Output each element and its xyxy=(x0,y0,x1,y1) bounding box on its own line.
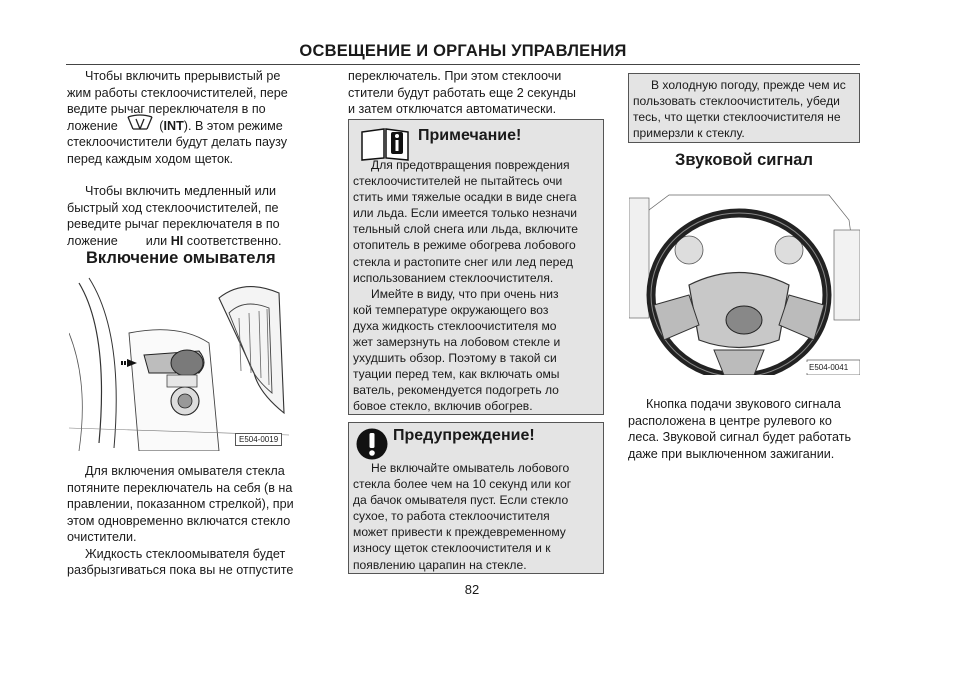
text-fragment: ). В этом режиме xyxy=(183,118,283,133)
text-line: расположена в центре рулевого ко xyxy=(628,413,832,428)
note-line: Для предотвращения повреждения xyxy=(371,158,570,172)
text-line: Чтобы включить прерывистый ре xyxy=(85,69,281,83)
text-line: Кнопка подачи звукового сигнала xyxy=(646,397,841,411)
text-line: потяните переключатель на себя (в на xyxy=(67,480,293,495)
note-line: жет замерзнуть на лобовом стекле и xyxy=(353,335,561,350)
note-line: ухудшить обзор. Поэтому в такой си xyxy=(353,351,557,366)
text-line: переключатель. При этом стеклоочи xyxy=(348,69,562,83)
washer-stalk-figure xyxy=(69,273,289,451)
section-title: ОСВЕЩЕНИЕ И ОРГАНЫ УПРАВЛЕНИЯ xyxy=(299,42,627,60)
text-line: даже при выключенном зажигании. xyxy=(628,446,835,461)
warning-title: Предупреждение! xyxy=(393,427,535,444)
text-line: разбрызгиваться пока вы не отпустите xyxy=(67,563,294,577)
column-middle xyxy=(348,68,603,118)
hi-label: HI xyxy=(170,233,184,248)
note-box xyxy=(348,119,604,415)
note-body xyxy=(353,157,599,415)
text-line: Для включения омывателя стекла xyxy=(85,464,285,478)
note-line: Имейте в виду, что при очень низ xyxy=(371,286,559,301)
washer-heading: Включение омывателя xyxy=(86,249,276,267)
stalk-illustration xyxy=(69,273,289,451)
note-line: использованием стеклоочистителя. xyxy=(353,270,554,285)
text-line: жим работы стеклоочистителей, пере xyxy=(67,85,288,100)
int-label: INT xyxy=(163,118,184,133)
note-line: духа жидкость стеклоочистителя мо xyxy=(353,318,557,333)
warning-line: износу щеток стеклоочистителя и к xyxy=(353,541,551,556)
tip-line: пользовать стеклоочиститель, убеди xyxy=(633,94,840,109)
text-line: Чтобы включить медленный или xyxy=(85,184,277,198)
text-line: стители будут работать еще 2 секунды xyxy=(348,85,576,100)
text-fragment: ложение xyxy=(67,118,118,133)
note-line: туации перед тем, как включать омы xyxy=(353,367,560,382)
note-line: или льда. Если имеется только незначи xyxy=(353,206,578,221)
warning-body xyxy=(353,460,599,573)
note-title: Примечание! xyxy=(418,127,522,144)
figure-code: E504-0019 xyxy=(235,433,282,446)
note-line: отопитель в режиме обогрева лобового xyxy=(353,238,576,253)
text-line: и затем отключатся автоматически. xyxy=(348,102,557,116)
note-line: стекла и растопите снег или лед перед xyxy=(353,254,573,269)
warning-line: Не включайте омыватель лобового xyxy=(371,461,570,475)
text-line: очистители. xyxy=(67,530,137,544)
note-line: стить ими тяжелые осадки в виде снега xyxy=(353,190,577,205)
warning-box xyxy=(348,422,604,574)
text-line: быстрый ход стеклоочистителей, пе xyxy=(67,200,279,215)
washer-text xyxy=(67,463,325,579)
note-line: ватель, рекомендуется подогреть ло xyxy=(353,383,559,398)
text-fragment: ложение xyxy=(67,233,118,248)
text-fragment: или xyxy=(145,233,168,248)
steering-wheel-figure xyxy=(629,190,860,375)
text-fragment: соответственно. xyxy=(186,233,282,248)
text-line: Жидкость стеклоомывателя будет xyxy=(85,546,286,561)
horn-heading: Звуковой сигнал xyxy=(675,151,813,169)
paragraph-intermittent xyxy=(67,68,325,167)
figure-code: E504-0041 xyxy=(806,362,851,373)
paragraph-speed xyxy=(67,183,325,249)
text-line xyxy=(67,233,325,250)
warning-line: стекла более чем на 10 секунд или ког xyxy=(353,477,572,492)
text-line: реведите рычаг переключателя в по xyxy=(67,217,280,231)
tip-line: примерзли к стеклу. xyxy=(633,126,745,141)
tip-line: тесь, что щетки стеклоочистителя не xyxy=(633,110,841,125)
header-divider xyxy=(66,64,860,65)
text-line: леса. Звуковой сигнал будет работать xyxy=(628,430,852,444)
page-number: 82 xyxy=(464,582,480,597)
tip-line: В холодную погоду, прежде чем ис xyxy=(651,78,846,92)
text-line: ложение (INT). В этом режиме xyxy=(67,118,325,135)
tip-body xyxy=(633,77,855,141)
wiper-int-icon xyxy=(125,118,155,132)
note-line: тельный слой снега или льда, включите xyxy=(353,222,579,237)
warning-line: появлению царапин на стекле. xyxy=(353,557,527,572)
text-line: ведите рычаг переключателя в по xyxy=(67,102,266,116)
warning-line: сухое, то работа стеклоочистителя xyxy=(353,509,550,524)
text-line: правлении, показанном стрелкой), при xyxy=(67,497,294,511)
text-line: перед каждым ходом щеток. xyxy=(67,151,234,166)
warning-line: да бачок омывателя пуст. Если стекло xyxy=(353,493,569,508)
horn-text xyxy=(628,396,886,462)
cold-weather-tip-box xyxy=(628,73,860,143)
note-line: бовое стекло, включив обогрев. xyxy=(353,399,533,414)
note-line: кой температуре окружающего воз xyxy=(353,302,549,317)
warning-line: может привести к преждевременному xyxy=(353,525,566,540)
text-line: стеклоочистители будут делать паузу xyxy=(67,135,288,149)
column-left xyxy=(67,68,325,249)
note-line: стеклоочистителей не пытайтесь очи xyxy=(353,174,563,189)
steering-wheel-illustration xyxy=(629,190,860,375)
text-line: этом одновременно включатся стекло xyxy=(67,513,291,528)
